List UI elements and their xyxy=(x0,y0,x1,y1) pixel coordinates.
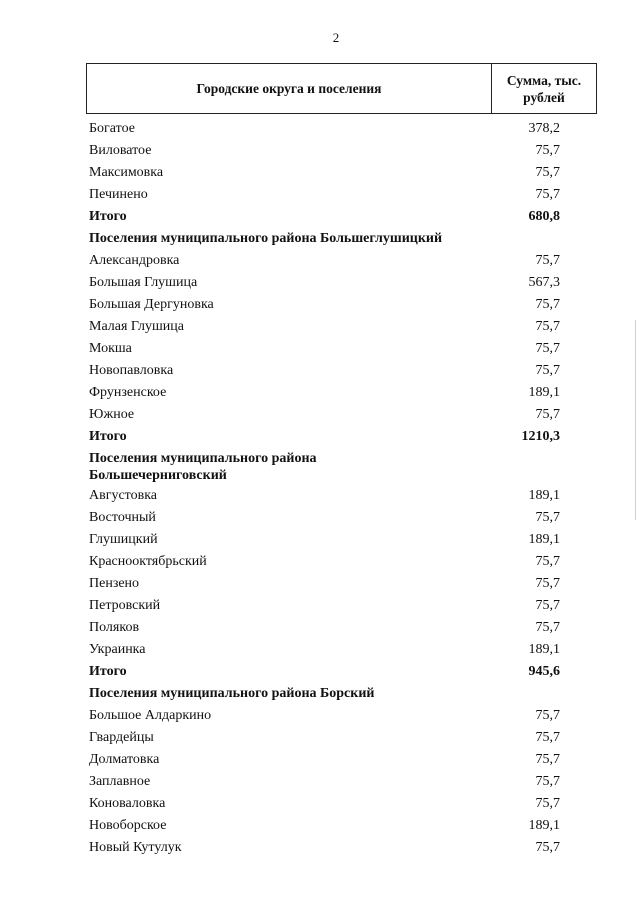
row-name: Пензено xyxy=(89,576,140,591)
group-heading-text xyxy=(89,450,389,484)
row-name: Новый Кутулук xyxy=(89,840,182,855)
row-value: 75,7 xyxy=(535,620,560,635)
table-row xyxy=(0,507,640,529)
header-amount-line2: рублей xyxy=(523,90,565,105)
row-value: 75,7 xyxy=(535,319,560,334)
row-value: 75,7 xyxy=(535,253,560,268)
table-row xyxy=(0,184,640,206)
table-row xyxy=(0,404,640,426)
row-name: Малая Глушица xyxy=(89,319,184,334)
scan-edge-line xyxy=(635,320,636,520)
row-value: 189,1 xyxy=(528,818,560,833)
row-value: 75,7 xyxy=(535,554,560,569)
row-name: Петровский xyxy=(89,598,161,613)
row-value: 75,7 xyxy=(535,576,560,591)
row-name: Восточный xyxy=(89,510,156,525)
row-name: Фрунзенское xyxy=(89,385,167,400)
group-heading-text: Поселения муниципального района Борский xyxy=(89,686,375,701)
row-name: Новопавловка xyxy=(89,363,174,378)
group-heading-text: Поселения муниципального района Большеглушицкий xyxy=(89,231,443,246)
table-body xyxy=(0,118,640,859)
header-amount-line1: Сумма, тыс. xyxy=(506,73,582,88)
table-row xyxy=(0,360,640,382)
group-heading xyxy=(0,683,640,705)
total-row xyxy=(0,426,640,448)
row-name: Новоборское xyxy=(89,818,167,833)
table-row xyxy=(0,793,640,815)
row-value: 75,7 xyxy=(535,752,560,767)
row-name: Августовка xyxy=(89,488,158,503)
row-value: 75,7 xyxy=(535,187,560,202)
row-value: 75,7 xyxy=(535,510,560,525)
row-value: 189,1 xyxy=(528,642,560,657)
table-row xyxy=(0,529,640,551)
header-col-settlements: Городские округа и поселения xyxy=(196,80,382,96)
table-row xyxy=(0,250,640,272)
row-value: 567,3 xyxy=(528,275,560,290)
row-value: 75,7 xyxy=(535,407,560,422)
table-row xyxy=(0,815,640,837)
table-row xyxy=(0,573,640,595)
row-value: 75,7 xyxy=(535,708,560,723)
total-row xyxy=(0,206,640,228)
table-row xyxy=(0,162,640,184)
row-value: 75,7 xyxy=(535,341,560,356)
table-header xyxy=(86,63,597,114)
row-name: Мокша xyxy=(89,341,132,356)
table-row xyxy=(0,551,640,573)
row-name: Поляков xyxy=(89,620,140,635)
row-name: Александровка xyxy=(89,253,180,268)
total-label: Итого xyxy=(89,664,127,679)
row-name: Гвардейцы xyxy=(89,730,154,745)
table-row xyxy=(0,294,640,316)
row-name: Большая Глушица xyxy=(89,275,198,290)
row-value: 75,7 xyxy=(535,796,560,811)
table-row xyxy=(0,749,640,771)
row-value: 189,1 xyxy=(528,385,560,400)
row-name: Глушицкий xyxy=(89,532,158,547)
table-row xyxy=(0,382,640,404)
row-value: 75,7 xyxy=(535,598,560,613)
table-row xyxy=(0,727,640,749)
row-value: 189,1 xyxy=(528,532,560,547)
table-row xyxy=(0,837,640,859)
total-value: 945,6 xyxy=(528,664,560,679)
group-heading-line2: Большечерниговский xyxy=(89,468,227,483)
total-value: 680,8 xyxy=(528,209,560,224)
table-row xyxy=(0,118,640,140)
total-row xyxy=(0,661,640,683)
table-row xyxy=(0,272,640,294)
row-value: 75,7 xyxy=(535,165,560,180)
row-name: Заплавное xyxy=(89,774,151,789)
row-name: Максимовка xyxy=(89,165,164,180)
row-name: Большая Дергуновка xyxy=(89,297,214,312)
row-value: 378,2 xyxy=(528,121,560,136)
row-name: Печинено xyxy=(89,187,148,202)
table-row xyxy=(0,705,640,727)
header-col-amount xyxy=(492,64,596,113)
row-value: 75,7 xyxy=(535,297,560,312)
row-value: 75,7 xyxy=(535,840,560,855)
group-heading-line1: Поселения муниципального района xyxy=(89,451,317,466)
row-name: Большое Алдаркино xyxy=(89,708,212,723)
row-name: Богатое xyxy=(89,121,135,136)
row-value: 75,7 xyxy=(535,143,560,158)
page-number: 2 xyxy=(332,30,340,45)
group-heading xyxy=(0,228,640,250)
row-name: Краснооктябрьский xyxy=(89,554,207,569)
row-name: Украинка xyxy=(89,642,146,657)
table-row xyxy=(0,338,640,360)
table-row xyxy=(0,639,640,661)
row-value: 75,7 xyxy=(535,730,560,745)
row-name: Долматовка xyxy=(89,752,160,767)
row-value: 75,7 xyxy=(535,774,560,789)
table-row xyxy=(0,771,640,793)
total-label: Итого xyxy=(89,209,127,224)
total-value: 1210,3 xyxy=(521,429,560,444)
row-value: 75,7 xyxy=(535,363,560,378)
table-row xyxy=(0,316,640,338)
row-name: Виловатое xyxy=(89,143,152,158)
group-heading xyxy=(0,448,640,485)
total-label: Итого xyxy=(89,429,127,444)
row-name: Южное xyxy=(89,407,135,422)
table-row xyxy=(0,140,640,162)
table-row xyxy=(0,595,640,617)
table-row xyxy=(0,617,640,639)
table-row xyxy=(0,485,640,507)
row-value: 189,1 xyxy=(528,488,560,503)
row-name: Коноваловка xyxy=(89,796,166,811)
